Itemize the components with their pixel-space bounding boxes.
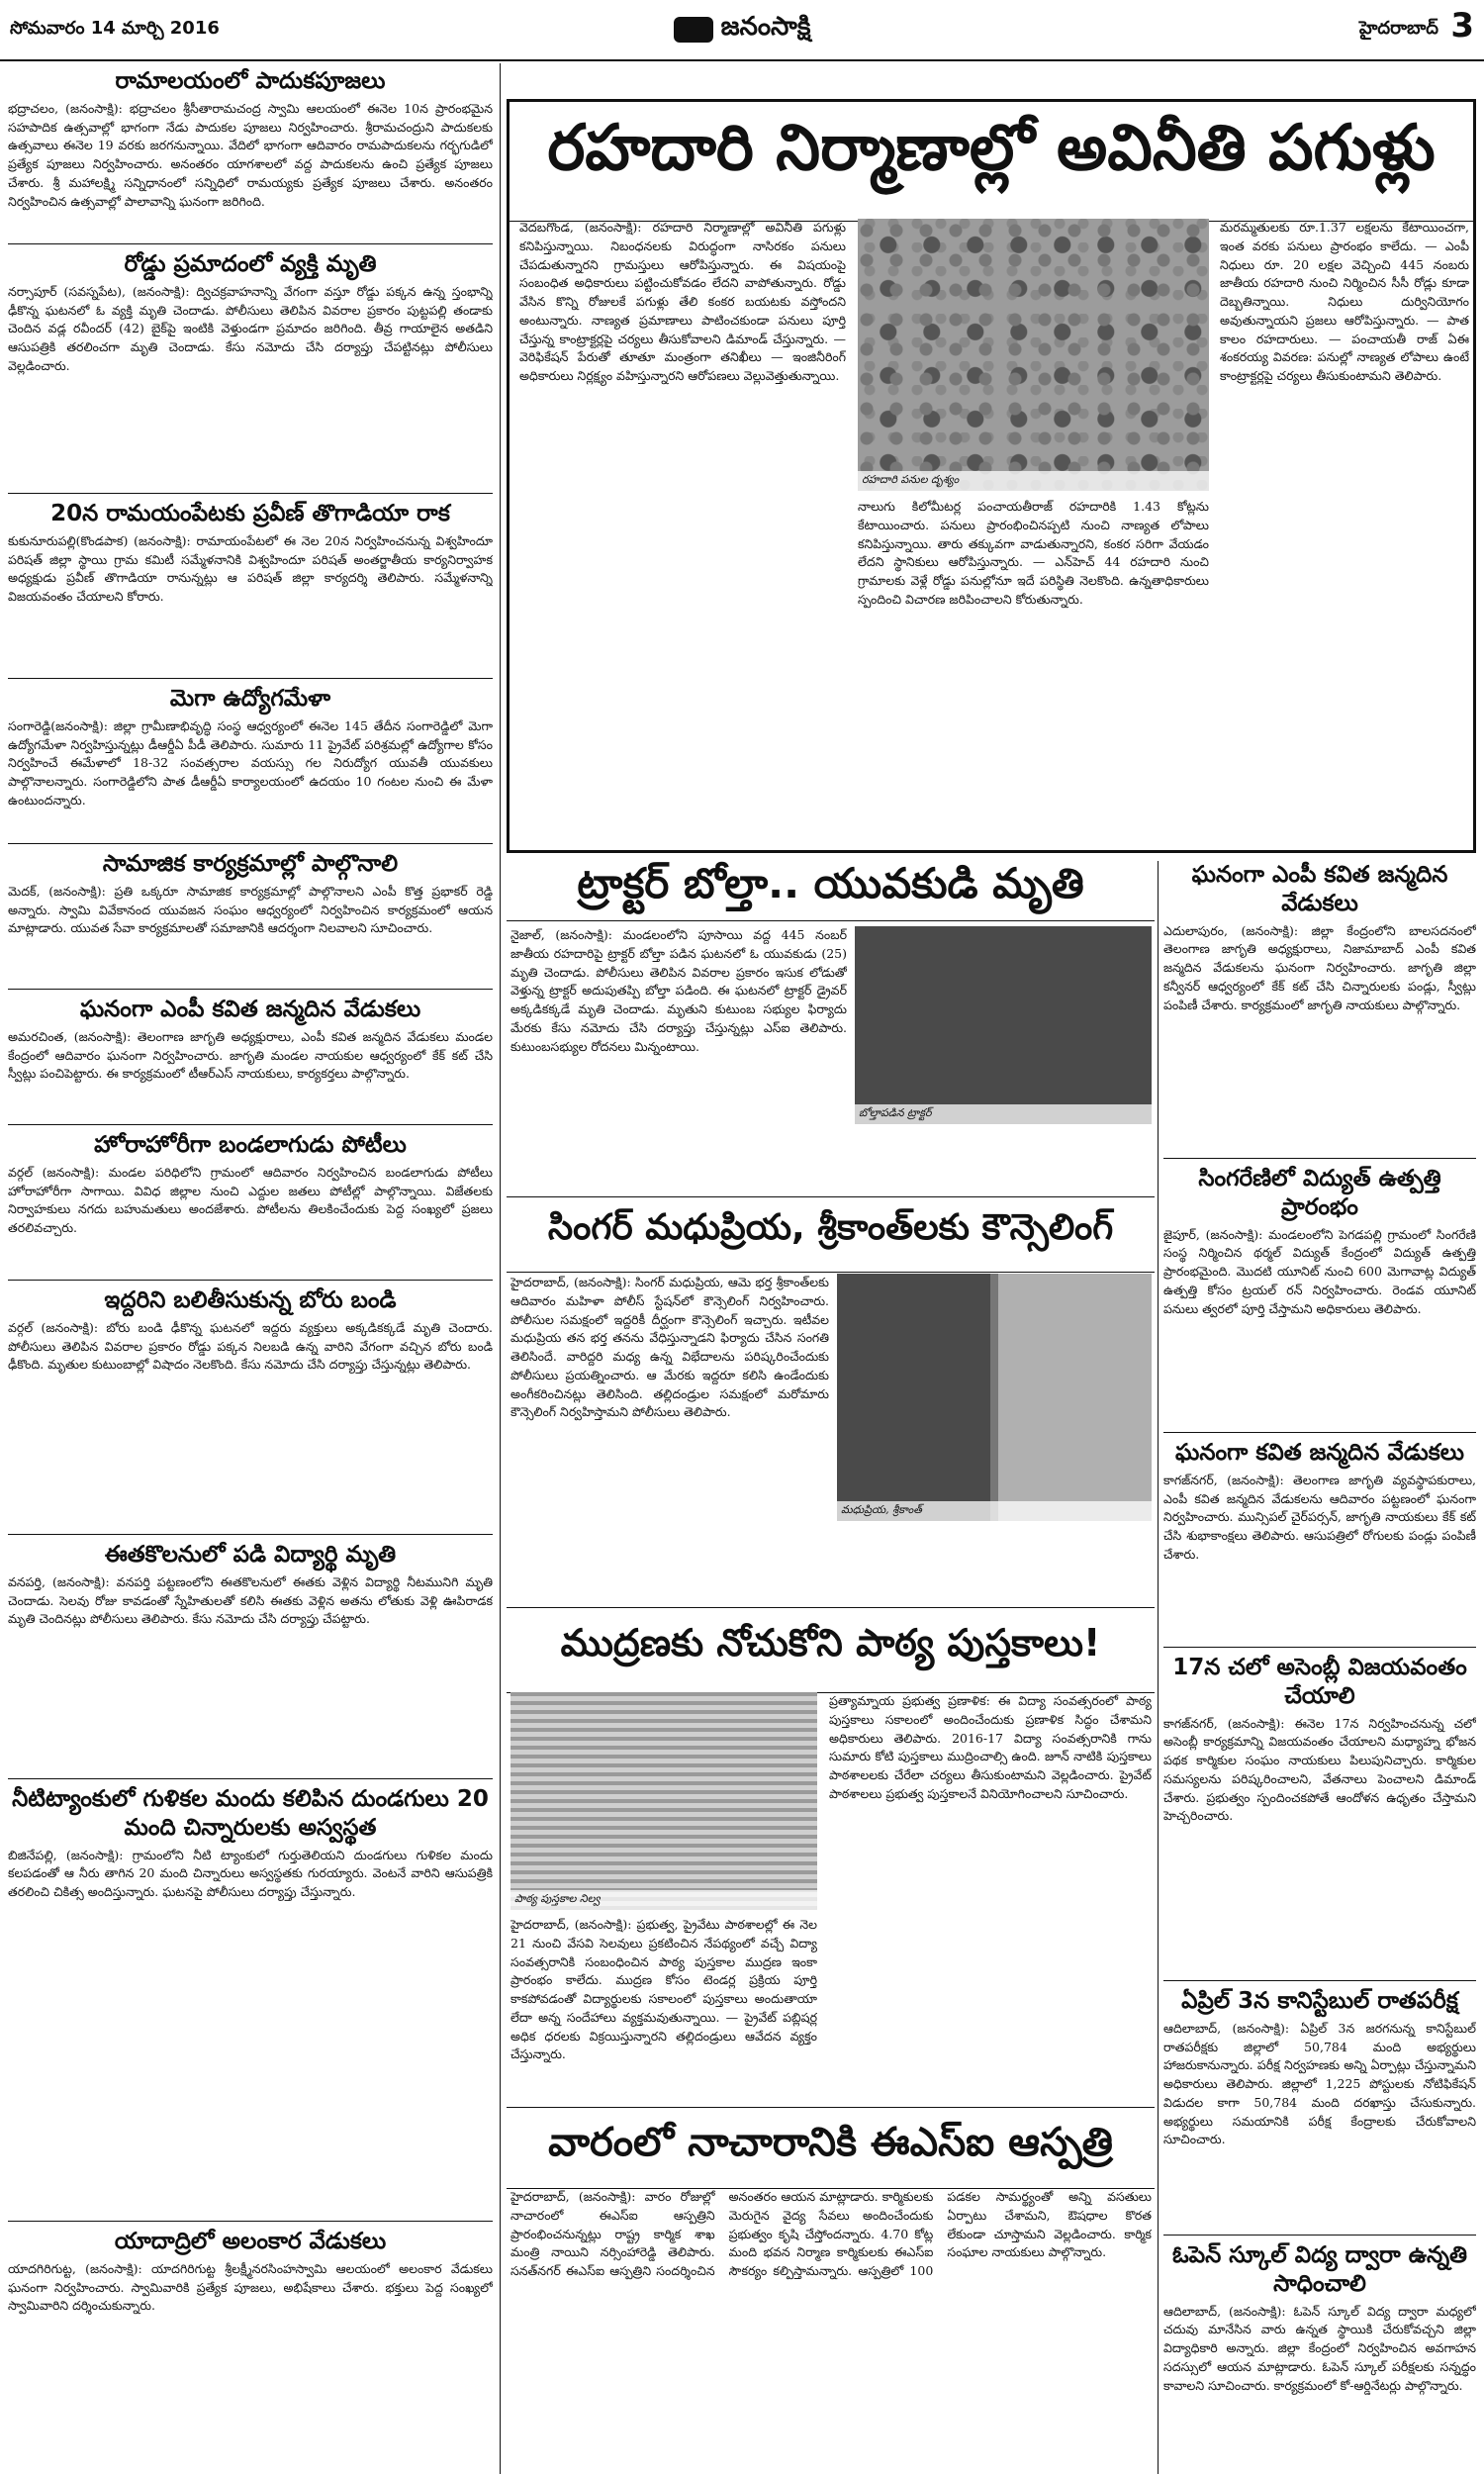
esi-headline: వారంలో నాచారానికి ఈఎస్ఐ ఆస్పత్రి [507,2113,1155,2189]
story-togadia-visit [8,500,493,679]
tractor-photo-caption: బోల్తాపడిన ట్రాక్టర్ [855,1104,1152,1124]
lead-text-right: మరమ్మతులకు రూ.1.37 లక్షలను కేటాయించగా, ఇంత వరకు పనులు ప్రారంభం కాలేదు. — ఎంపీ నిధులు రూ. 20 లక్షల వెచ్చించి 445 నంబరు జాతీయ రహదారి నుంచి నిర్మించిన సీసీ రోడ్లు కూడా దెబ్బతిన్నాయి. నిధులు దుర్వినియోగం అవుతున్నాయని ప్రజలు ఆరోపిస్తున్నారు. — పాత కాలం రహదారులు. — పంచాయతీ రాజ్ ఏఈ శంకరయ్య వివరణ: పనుల్లో నాణ్యత లోపాలు ఉంటే కాంట్రాక్టర్లపై చర్యలు తీసుకుంటామని తెలిపారు. [1220,220,1469,383]
story-tractor [507,861,1155,1197]
story-text: బిజినేపల్లి, (జనంసాక్షి): గ్రామంలోని నీటి ట్యాంకులో గుర్తుతెలియని దుండగులు గుళికల మందు కలపడంతో ఆ నీరు తాగిన 20 మంది చిన్నారులు అస్వస్థతకు గురయ్యారు. వెంటనే వారిని ఆసుపత్రికి తరలించి చికిత్స అందిస్తున్నారు. ఘటనపై పోలీసులు దర్యాప్తు చేస్తున్నారు. [8,1847,493,1899]
story-headline: సామాజిక కార్యక్రమాల్లో పాల్గొనాలి [102,851,399,877]
lead-photo-caption: రహదారి పనుల దృశ్యం [858,471,1209,491]
column-rule-left [500,63,501,2474]
story-text: వనపర్తి, (జనంసాక్షి): వనపర్తి పట్టణంలోని ఈతకొలనులో ఈతకు వెళ్లిన విద్యార్థి నీటమునిగి మృతి చెందాడు. సెలవు రోజు కావడంతో స్నేహితులతో కలిసి ఈతకు వెళ్లిన అతను లోతుకు వెళ్లి ఊపిరాడక మృతి చెందినట్లు పోలీసులు తెలిపారు. కేసు నమోదు చేసి దర్యాప్తు చేపట్టారు. [8,1573,493,1627]
esi-text: హైదరాబాద్, (జనంసాక్షి): వారం రోజుల్లో నాచారంలో ఈఎస్ఐ ఆస్పత్రిని ప్రారంభించనున్నట్లు రాష్ట్ర కార్మిక శాఖ మంత్రి నాయిని నర్సింహారెడ్డి తెలిపారు. సనత్‌నగర్ ఈఎస్ఐ ఆస్పత్రిని సందర్శించిన అనంతరం ఆయన మాట్లాడారు. కార్మికులకు మెరుగైన వైద్య సేవలు అందించేందుకు ప్రభుత్వం కృషి చేస్తోందన్నారు. 4.70 కోట్ల మంది భవన నిర్మాణ కార్మికులకు ఈఎస్ఐ సౌకర్యం కల్పిస్తామన్నారు. ఆస్పత్రిలో 100 పడకల సామర్థ్యంతో అన్ని వసతులు ఏర్పాటు చేశామని, ఔషధాల కొరత లేకుండా చూస్తామని వెల్లడించారు. కార్మిక సంఘాల నాయకులు పాల్గొన్నారు. [510,2189,1152,2278]
story-text: సంగారెడ్డి(జనంసాక్షి): జిల్లా గ్రామీణాభివృద్ధి సంస్థ ఆధ్వర్యంలో ఈనెల 145 తేదీన సంగారెడ్డిలో మెగా ఉద్యోగమేళా నిర్వహిస్తున్నట్లు డీఆర్డీఏ పీడీ తెలిపారు. సుమారు 11 ప్రైవేట్ పరిశ్రమల్లో ఉద్యోగాల కోసం నిర్వహించే ఈమేళాలో 18-32 సంవత్సరాల వయస్సు గల నిరుద్యోగ యువతీ యువకులు పాల్గొనాలన్నారు. సంగారెడ్డిలోని పాత డీఆర్డీఏ కార్యాలయంలో ఉదయం 10 గంటల నుంచి ఈ మేళా ఉంటుందన్నారు. [8,717,493,808]
lead-text-left: వెదబగొండ, (జనంసాక్షి): రహదారి నిర్మాణాల్లో అవినీతి పగుళ్లు కనిపిస్తున్నాయి. నిబంధనలకు విరుద్ధంగా నాసిరకం పనులు చేపడుతున్నారని గ్రామస్తులు ఆరోపిస్తున్నారు. ఈ విషయంపై సంబంధిత అధికారులు పట్టించుకోవడం లేదని వాపోతున్నారు. రోడ్డు వేసిన కొన్ని రోజులకే పగుళ్లు తేలి కంకర బయటకు వస్తోందని అంటున్నారు. నాణ్యత ప్రమాణాలు పాటించకుండా పనులు పూర్తి చేస్తున్న కాంట్రాక్టర్లపై చర్యలు తీసుకోవాలని డిమాండ్ చేస్తున్నారు. — వెరిఫికేషన్ పేరుతో తూతూ మంత్రంగా తనిఖీలు — ఇంజినీరింగ్ అధికారులు నిర్లక్ష్యం వహిస్తున్నారని ఆరోపణలు వెల్లువెత్తుతున్నాయి. [519,220,846,383]
story-text: వర్గల్ (జనంసాక్షి): మండల పరిధిలోని గ్రామంలో ఆదివారం నిర్వహించిన బండలాగుడు పోటీలు హోరాహోరీగా సాగాయి. వివిధ జిల్లాల నుంచి ఎద్దుల జతలు పోటీల్లో పాల్గొన్నాయి. విజేతలకు నిర్వాహకులు నగదు బహుమతులు అందజేశారు. పోటీలను తిలకించేందుకు పెద్ద సంఖ్యలో ప్రజలు తరలివచ్చారు. [8,1164,493,1235]
tractor-text: నైజాల్, (జనంసాక్షి): మండలంలోని పూసాయి వద్ద 445 నంబర్ జాతీయ రహదారిపై ట్రాక్టర్ బోల్తా పడిన ఘటనలో ఓ యువకుడు (25) మృతి చెందాడు. పోలీసులు తెలిపిన వివరాల ప్రకారం ఇసుక లోడుతో వెళ్తున్న ట్రాక్టర్ అదుపుతప్పి బోల్తా పడింది. ఈ ఘటనలో ట్రాక్టర్ డ్రైవర్ అక్కడికక్కడే మృతి చెందాడు. మృతుని కుటుంబ సభ్యుల ఫిర్యాదు మేరకు కేసు నమోదు చేసి దర్యాప్తు చేస్తున్నట్లు ఎస్ఐ తెలిపారు. కుటుంబసభ్యుల రోదనలు మిన్నంటాయి. [510,927,847,1054]
story-headline: ఈతకొలనులో పడి విద్యార్థి మృతి [104,1542,397,1568]
tractor-photo [855,926,1152,1124]
story-cart-race [8,1131,493,1281]
story-kavitha-kagaznagar [1163,1439,1476,1648]
story-headline: ఏప్రిల్ 3న కానిస్టేబుల్ రాతపరీక్ష [1181,1988,1458,2014]
edition-city: హైదరాబాద్ [1358,18,1438,39]
story-headline: ఘనంగా ఎంపీ కవిత జన్మదిన వేడుకలు [79,997,421,1022]
textbook-headline: ముద్రణకు నోచుకోని పాఠ్య పుస్తకాలు! [507,1613,1155,1693]
story-headline: నీటిట్యాంకులో గుళికల మందు కలిపిన దుండగులు 20 మంది చిన్నారులకు అస్వస్థత [12,1786,489,1841]
story-text: మెదక్, (జనంసాక్షి): ప్రతి ఒక్కరూ సామాజిక కార్యక్రమాల్లో పాల్గొనాలని ఎంపీ కొత్త ప్రభాకర్ రెడ్డి అన్నారు. స్వామి వివేకానంద యువజన సంఘం ఆధ్వర్యంలో నిర్వహించిన కార్యక్రమంలో ఆయన మాట్లాడారు. యువత సేవా కార్యక్రమాలతో సమాజానికి ఆదర్శంగా నిలవాలని సూచించారు. [8,883,493,936]
page-number: 3 [1450,6,1474,46]
story-text: యాదగిరిగుట్ట, (జనంసాక్షి): యాదగిరిగుట్ట శ్రీలక్ష్మీనరసింహస్వామి ఆలయంలో అలంకార వేడుకలు ఘనంగా నిర్వహించారు. స్వామివారికి ప్రత్యేక పూజలు, అభిషేకాలు చేశారు. భక్తులు పెద్ద సంఖ్యలో స్వామివారిని దర్శించుకున్నారు. [8,2260,493,2314]
story-text: ఆదిలాబాద్, (జనంసాక్షి): ఏప్రిల్ 3న జరగనున్న కానిస్టేబుల్ రాతపరీక్షకు జిల్లాలో 50,784 మంది అభ్యర్థులు హాజరుకానున్నారు. పరీక్ష నిర్వహణకు అన్ని ఏర్పాట్లు చేస్తున్నామని అధికారులు తెలిపారు. జిల్లాలో 1,225 పోస్టులకు నోటిఫికేషన్ విడుదల కాగా 50,784 మంది దరఖాస్తు చేసుకున్నారు. అభ్యర్థులు సమయానికి పరీక్ష కేంద్రాలకు చేరుకోవాలని సూచించారు. [1163,2020,1476,2147]
lead-text-middle: నాలుగు కిలోమీటర్ల పంచాయతీరాజ్ రహదారికి 1.43 కోట్లను కేటాయించారు. పనులు ప్రారంభించినప్పటి నుంచి నాణ్యత లోపాలు కనిపిస్తున్నాయి. తారు తక్కువగా వాడుతున్నారని, కంకర సరిగా వేయడం లేదని స్థానికులు ఆరోపిస్తున్నారు. — ఎన్‌హెచ్ 44 రహదారి నుంచి గ్రామాలకు వెళ్లే రోడ్డు పనుల్లోనూ ఇదే పరిస్థితి నెలకొంది. ఉన్నతాధికారులు స్పందించి విచారణ జరిపించాలని కోరుతున్నారు. [858,499,1209,607]
lead-story-box [507,99,1476,853]
story-headline: యాదాద్రిలో అలంకార వేడుకలు [114,2229,387,2254]
story-text: నర్సాపూర్ (సవస్నపేట), (జనంసాక్షి): ద్విచక్రవాహనాన్ని వేగంగా వస్తూ రోడ్డు పక్కన ఉన్న స్తంభాన్ని ఢీకొన్న ఘటనలో ఓ వ్యక్తి మృతి చెందాడు. పోలీసులు తెలిపిన వివరాల ప్రకారం పుట్టపల్లి తండాకు చెందిన వడ్ల రవీందర్ (42) బైక్‌పై ఇంటికి వెళ్తుండగా ప్రమాదం జరిగింది. తీవ్ర గాయాలైన అతడిని ఆసుపత్రికి తరలించగా మృతి చెందాడు. కేసు నమోదు చేసి దర్యాప్తు చేపట్టినట్లు పోలీసులు వెల్లడించారు. [8,283,493,373]
story-chalo-assembly [1163,1654,1476,1981]
story-swimming-pool [8,1541,493,1779]
story-text: ఆదిలాబాద్, (జనంసాక్షి): ఓపెన్ స్కూల్ విద్య ద్వారా మధ్యలో చదువు మానేసిన వారు ఉన్నత స్థాయికి చేరుకోవచ్చని జిల్లా విద్యాధికారి అన్నారు. జిల్లా కేంద్రంలో నిర్వహించిన అవగాహన సదస్సులో ఆయన మాట్లాడారు. ఓపెన్ స్కూల్ పరీక్షలకు సన్నద్ధం కావాలని సూచించారు. కార్యక్రమంలో కో-ఆర్డినేటర్లు పాల్గొన్నారు. [1163,2303,1476,2393]
masthead [0,0,1484,61]
story-text: భద్రాచలం, (జనంసాక్షి): భద్రాచలం శ్రీసీతారామచంద్ర స్వామి ఆలయంలో ఈనెల 10న ప్రారంభమైన సహపాదిక ఉత్సవాల్లో భాగంగా నేడు పాదుకల పూజలు నిర్వహించారు. శ్రీరామచంద్రుని పాదుకలకు ఉత్సవాలు ఈనెల 19 వరకు జరగనున్నాయి. వేదిలో భాగంగా ఆదివారం రామపాదుకలను గర్భగుడిలో ప్రత్యేక పూజలు నిర్వహించారు. అనంతరం యాగశాలలో వద్ద పాదుకలను ఉంచి ప్రత్యేక పూజలు చేశారు. శ్రీ మహాలక్ష్మి సన్నిధానంలో సన్నిధిలో రామయ్యకు ప్రత్యేక పూజలు చేశారు. అనంతరం నిర్వహించిన ఉత్సవాల్లో పాలావాన్ని ఘనంగా జరిగింది. [8,100,493,209]
story-singareni-power [1163,1165,1476,1433]
story-kavitha-birthday [8,996,493,1125]
story-open-school [1163,2241,1476,2469]
singer-text: హైదరాబాద్, (జనంసాక్షి): సింగర్ మధుప్రియ, ఆమె భర్త శ్రీకాంత్‌లకు ఆదివారం మహిళా పోలీస్ స్టేషన్‌లో కౌన్సెలింగ్ నిర్వహించారు. పోలీసుల సమక్షంలో ఇద్దరికీ దీర్ఘంగా కౌన్సెలింగ్ ఇచ్చారు. ఇటీవల మధుప్రియ తన భర్త తనను వేధిస్తున్నాడని ఫిర్యాదు చేసిన సంగతి తెలిసిందే. వారిద్దరి మధ్య ఉన్న విభేదాలను పరిష్కరించేందుకు పోలీసులు ప్రయత్నించారు. ఆ మేరకు ఇద్దరూ కలిసి ఉండేందుకు అంగీకరించినట్లు తెలిసింది. తల్లిదండ్రుల సమక్షంలో మరోమారు కౌన్సెలింగ్ నిర్వహిస్తామని పోలీసులు తెలిపారు. [510,1275,829,1420]
story-singer [507,1202,1155,1608]
story-headline: ఇద్దరిని బలితీసుకున్న బోరు బండి [104,1287,397,1313]
tractor-headline: ట్రాక్టర్ బోల్తా.. యువకుడి మృతి [507,861,1155,921]
singer-photo-caption: మధుప్రియ, శ్రీకాంత్ [837,1501,1152,1521]
story-headline: ఘనంగా కవిత జన్మదిన వేడుకలు [1175,1440,1464,1466]
story-text: ఎదులాపురం, (జనంసాక్షి): జిల్లా కేంద్రంలోని బాలసదనంలో తెలంగాణ జాగృతి అధ్యక్షురాలు, నిజామాబాద్ ఎంపీ కవిత జన్మదిన వేడుకలను ఘనంగా నిర్వహించారు. జాగృతి జిల్లా కన్వీనర్ ఆధ్వర్యంలో కేక్ కట్ చేసి చిన్నారులకు పండ్లు, స్వీట్లు పంపిణీ చేశారు. కార్యక్రమంలో జాగృతి నాయకులు పాల్గొన్నారు. [1163,922,1476,1012]
paper-name: జనంసాక్షి [720,12,811,42]
story-headline: మెగా ఉద్యోగమేళా [169,686,331,712]
textbook-photo-caption: పాఠ్య పుస్తకాల నిల్వ [510,1890,817,1910]
singer-headline: సింగర్ మధుప్రియ, శ్రీకాంత్‌లకు కౌన్సెలింగ్ [507,1202,1155,1273]
story-text: కాగజ్‌నగర్, (జనంసాక్షి): తెలంగాణ జాగృతి వ్యవస్థాపకురాలు, ఎంపీ కవిత జన్మదిన వేడుకలను ఆదివారం పట్టణంలో ఘనంగా నిర్వహించారు. మున్సిపల్ చైర్‌పర్సన్, జాగృతి నాయకులు కేక్ కట్ చేసి శుభాకాంక్షలు తెలిపారు. ఆసుపత్రిలో రోగులకు పండ్లు పంపిణీ చేశారు. [1163,1472,1476,1562]
story-road-accident [8,250,493,494]
story-headline: 17న చలో అసెంబ్లీ విజయవంతం చేయాలి [1172,1655,1467,1709]
story-textbooks [507,1613,1155,2108]
singer-photo-left [837,1274,990,1521]
story-text: జైపూర్, (జనంసాక్షి): మండలంలోని పెగడపల్లి గ్రామంలో సింగరేణి సంస్థ నిర్మించిన థర్మల్ విద్యుత్ కేంద్రంలో విద్యుత్ ఉత్పత్తి ప్రారంభమైంది. మొదటి యూనిట్ నుంచి 600 మెగావాట్ల విద్యుత్ ఉత్పత్తి కోసం ట్రయల్ రన్ నిర్వహించారు. రెండవ యూనిట్ పనులు త్వరలో పూర్తి చేస్తామని అధికారులు తెలిపారు. [1163,1226,1476,1316]
textbook-text-right: ప్రత్యామ్నాయ ప్రభుత్వ ప్రణాళిక: ఈ విద్యా సంవత్సరంలో పాఠ్య పుస్తకాలు సకాలంలో అందించేందుకు ప్రణాళిక సిద్ధం చేశామని అధికారులు తెలిపారు. 2016-17 విద్యా సంవత్సరానికి గాను సుమారు కోటి పుస్తకాలు ముద్రించాల్సి ఉంది. జూన్ నాటికి పుస్తకాలు పాఠశాలలకు చేరేలా చర్యలు తీసుకుంటామని వెల్లడించారు. ప్రైవేట్ పాఠశాలలు ప్రభుత్వ పుస్తకాలనే వినియోగించాలని సూచించారు. [829,1693,1152,1801]
story-headline: హోరాహోరీగా బండలాగుడు పోటీలు [94,1132,407,1158]
lead-headline: రహదారి నిర్మాణాల్లో అవినీతి పగుళ్లు [510,102,1473,222]
textbook-text-left: హైదరాబాద్, (జనంసాక్షి): ప్రభుత్వ, ప్రైవేటు పాఠశాలల్లో ఈ నెల 21 నుంచి వేసవి సెలవులు ప్రకటించిన నేపథ్యంలో వచ్చే విద్యా సంవత్సరానికి సంబంధించిన పాఠ్య పుస్తకాల ముద్రణ ఇంకా ప్రారంభం కాలేదు. ముద్రణ కోసం టెండర్ల ప్రక్రియ పూర్తి కాకపోవడంతో విద్యార్థులకు సకాలంలో పుస్తకాలు అందుతాయా లేదా అన్న సందేహాలు వ్యక్తమవుతున్నాయి. — ప్రైవేట్ పబ్లిషర్ల అధిక ధరలకు విక్రయిస్తున్నారని తల్లిదండ్రులు ఆవేదన వ్యక్తం చేస్తున్నారు. [510,1917,817,2062]
story-text: అమరచింత, (జనంసాక్షి): తెలంగాణ జాగృతి అధ్యక్షురాలు, ఎంపీ కవిత జన్మదిన వేడుకలు మండల కేంద్రంలో ఆదివారం ఘనంగా నిర్వహించారు. జాగృతి మండల నాయకుల ఆధ్వర్యంలో కేక్ కట్ చేసి స్వీట్లు పంచిపెట్టారు. ఈ కార్యక్రమంలో టీఆర్ఎస్ నాయకులు, కార్యకర్తలు పాల్గొన్నారు. [8,1028,493,1082]
story-text: వర్గల్ (జనంసాక్షి): బోరు బండి ఢీకొన్న ఘటనలో ఇద్దరు వ్యక్తులు అక్కడికక్కడే మృతి చెందారు. పోలీసులు తెలిపిన వివరాల ప్రకారం రోడ్డు పక్కన నిలబడి ఉన్న వారిని వేగంగా వచ్చిన బోరు బండి ఢీకొంది. మృతుల కుటుంబాల్లో విషాదం నెలకొంది. కేసు నమోదు చేసి దర్యాప్తు చేస్తున్నట్లు తెలిపారు. [8,1319,493,1373]
story-headline: ఘనంగా ఎంపీ కవిత జన్మదిన వేడుకలు [1191,862,1448,916]
textbook-photo [510,1692,817,1910]
singer-photo [837,1274,1152,1521]
right-column [1163,861,1476,2469]
story-ramalayam [8,67,493,244]
story-social-programs [8,850,493,990]
story-headline: రోడ్డు ప్రమాదంలో వ్యక్తి మృతి [124,251,377,277]
left-column [8,67,493,2467]
story-headline: సింగరేణిలో విద్యుత్ ఉత్పత్తి ప్రారంభం [1198,1166,1441,1220]
lead-photo-road [858,219,1209,491]
story-yadadri [8,2228,493,2406]
story-water-tank [8,1785,493,2222]
column-rule-right [1158,861,1159,2474]
story-job-mela [8,685,493,844]
story-text: కాగజ్‌నగర్, (జనంసాక్షి): ఈనెల 17న నిర్వహించనున్న చలో అసెంబ్లీ కార్యక్రమాన్ని విజయవంతం చేయాలని మధ్యాహ్న భోజన పథక కార్మికుల సంఘం నాయకులు పిలుపునిచ్చారు. కార్మికుల సమస్యలను పరిష్కరించాలని, వేతనాలు పెంచాలని డిమాండ్ చేశారు. ప్రభుత్వం స్పందించకపోతే ఆందోళన ఉధృతం చేస్తామని హెచ్చరించారు. [1163,1715,1476,1824]
story-constable-exam [1163,1987,1476,2236]
singer-photo-right [998,1274,1152,1521]
story-headline: ఓపెన్ స్కూల్ విద్య ద్వారా ఉన్నతి సాధించాలి [1171,2242,1468,2297]
issue-date: సోమవారం 14 మార్చి 2016 [10,18,220,39]
story-headline: రామాలయంలో పాదుకపూజలు [115,68,386,94]
logo-mark-icon [674,17,713,43]
story-borewell-truck [8,1286,493,1535]
story-kavitha-birthday-right [1163,861,1476,1159]
story-headline: 20న రామయంపేటకు ప్రవీణ్ తొగాడియా రాక [50,501,450,526]
story-text: కుకునూరుపల్లి(కొండపాక) (జనంసాక్షి): రామాయంపేటలో ఈ నెల 20న నిర్వహించనున్న విశ్వహిందూ పరిషత్ జిల్లా స్థాయి గ్రామ కమిటీ సమ్మేళనానికి విశ్వహిందూ పరిషత్ అంతర్జాతీయ కార్యనిర్వాహక అధ్యక్షుడు ప్రవీణ్ తొగాడియా రానున్నట్లు ఆ పరిషత్ జిల్లా కార్యదర్శి తెలిపారు. సమ్మేళనాన్ని విజయవంతం చేయాలని కోరారు. [8,532,493,604]
paper-logo [623,8,861,51]
story-esi-hospital [507,2113,1155,2469]
